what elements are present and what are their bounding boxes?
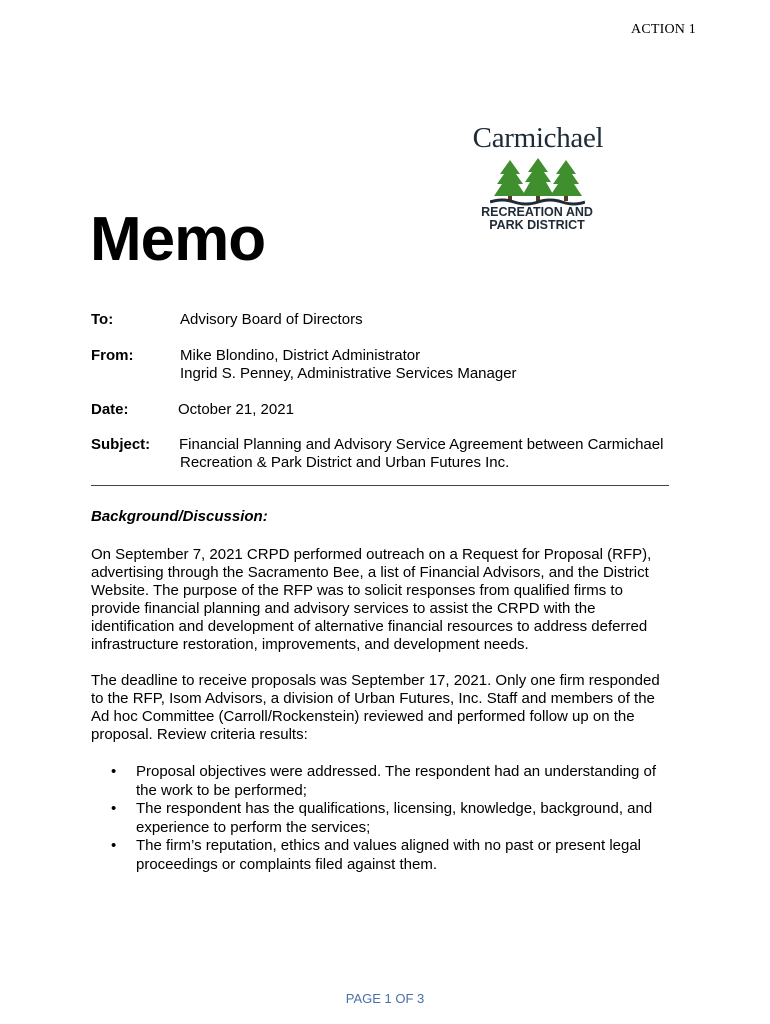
bullet-icon: •	[111, 837, 117, 854]
criteria-list	[91, 763, 691, 874]
date-value: October 21, 2021	[178, 401, 294, 418]
bullet-icon: •	[111, 763, 117, 780]
to-value: Advisory Board of Directors	[180, 311, 363, 328]
page-number: PAGE 1 OF 3	[345, 991, 425, 1006]
logo-subtitle	[462, 206, 612, 232]
section-heading: Background/Discussion:	[91, 508, 268, 525]
paragraph-line: provide financial planning and advisory services to assist the CRPD with the	[91, 600, 596, 617]
list-item	[91, 800, 691, 837]
paragraph-line: to the RFP, Isom Advisors, a division of Urban Futures, Inc. Staff and members of the	[91, 690, 655, 707]
header-divider	[91, 485, 669, 486]
logo-subtitle-line1: RECREATION AND	[481, 205, 593, 219]
paragraph-line: proposal. Review criteria results:	[91, 726, 308, 743]
paragraph-line: infrastructure restoration, improvements, and development needs.	[91, 636, 529, 653]
list-item-line: the work to be performed;	[136, 781, 307, 799]
paragraph-1	[91, 546, 681, 654]
paragraph-2	[91, 672, 681, 744]
list-item	[91, 837, 691, 874]
list-item	[91, 763, 691, 800]
subject-label: Subject:	[91, 436, 151, 453]
trees-icon	[490, 158, 585, 206]
paragraph-line: The deadline to receive proposals was September 17, 2021. Only one firm responded	[91, 672, 660, 689]
paragraph-line: Ad hoc Committee (Carroll/Rockenstein) reviewed and performed follow up on the	[91, 708, 635, 725]
list-item-line: experience to perform the services;	[136, 818, 371, 836]
paragraph-line: On September 7, 2021 CRPD performed outreach on a Request for Proposal (RFP),	[91, 546, 652, 563]
from-label: From:	[91, 347, 134, 364]
paragraph-line: identification and development of alternative financial resources to address deferred	[91, 618, 648, 635]
subject-value-line1: Financial Planning and Advisory Service Agreement between Carmichael	[179, 436, 664, 453]
from-value-line1: Mike Blondino, District Administrator	[180, 347, 421, 364]
paragraph-line: advertising through the Sacramento Bee, a list of Financial Advisors, and the District	[91, 564, 649, 581]
memo-title: Memo	[90, 205, 266, 274]
list-item-line: Proposal objectives were addressed. The respondent had an understanding of	[136, 763, 657, 780]
list-item-line: The firm’s reputation, ethics and values aligned with no past or present legal	[136, 837, 642, 854]
paragraph-line: Website. The purpose of the RFP was to solicit responses from qualified firms to	[91, 582, 623, 599]
logo-name: Carmichael	[472, 122, 604, 154]
action-label: ACTION 1	[631, 22, 696, 37]
to-label: To:	[91, 311, 114, 328]
list-item-line: proceedings or complaints filed against them.	[136, 855, 437, 873]
from-value-line2: Ingrid S. Penney, Administrative Services Manager	[180, 365, 517, 382]
bullet-icon: •	[111, 800, 117, 817]
list-item-line: The respondent has the qualifications, licensing, knowledge, background, and	[136, 800, 653, 817]
subject-value-line2: Recreation & Park District and Urban Futures Inc.	[180, 454, 510, 471]
date-label: Date:	[91, 401, 129, 418]
logo-subtitle-line2: PARK DISTRICT	[489, 218, 585, 232]
district-logo	[462, 122, 612, 238]
